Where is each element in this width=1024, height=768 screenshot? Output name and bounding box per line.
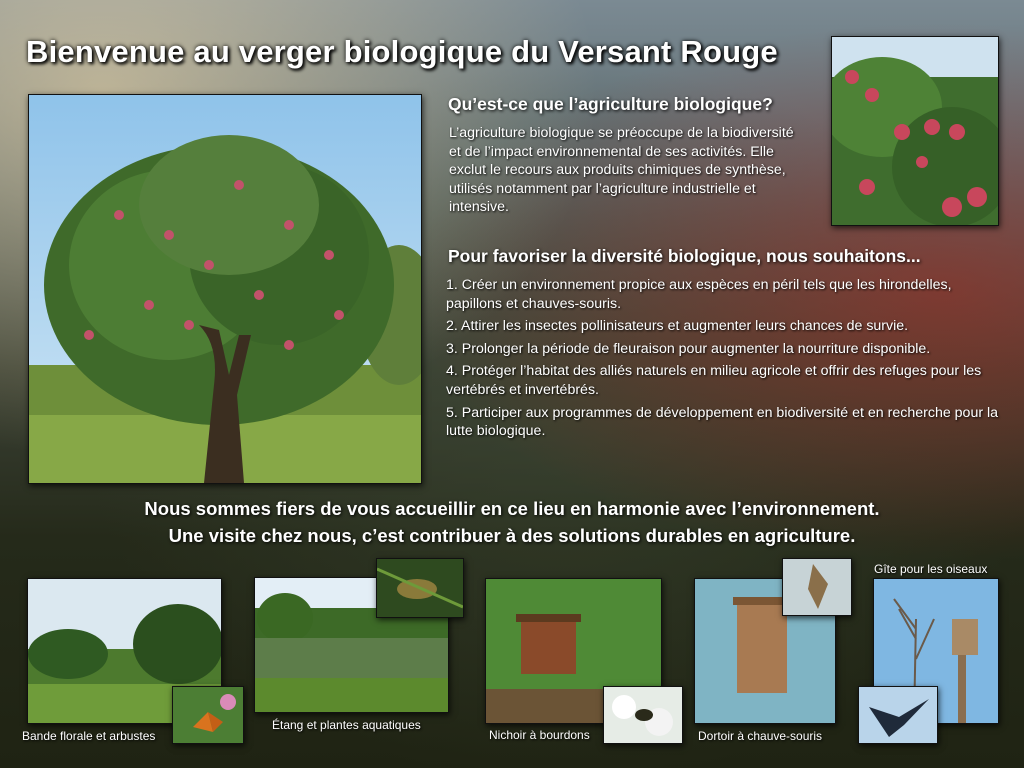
frog-photo — [376, 558, 464, 618]
swallow-photo — [858, 686, 938, 744]
page-title: Bienvenue au verger biologique du Versant Rouge — [26, 34, 778, 69]
goals-list — [446, 276, 1006, 445]
goal-item: 2. Attirer les insectes pollinisateurs et augmenter leurs chances de survie. — [446, 318, 909, 335]
caption-pond: Étang et plantes aquatiques — [272, 718, 421, 732]
goal-item: 4. Protéger l’habitat des alliés naturels en milieu agricole et offrir des refuges pour les vertébrés et invertébrés. — [446, 363, 982, 398]
goal-item: 5. Participer aux programmes de développement en biodiversité et en recherche pour la lutte biologique. — [446, 404, 999, 440]
caption-flower-strip: Bande florale et arbustes — [22, 729, 156, 743]
apple-tree-photo — [28, 94, 422, 484]
butterfly-photo — [172, 686, 244, 744]
closing-line-2: Une visite chez nous, c’est contribuer à des solutions durables en agriculture. — [168, 525, 856, 546]
organic-question-heading: Qu’est-ce que l’agriculture biologique? — [448, 94, 773, 114]
organic-definition-text: L’agriculture biologique se préoccupe de la biodiversité et de l’impact environnemental de ses activités. Elle exclut le recours aux produits chimiques de synthèse, utilisés notamment par l’agriculture industrielle et intensive. — [449, 125, 794, 216]
goal-item: 3. Prolonger la période de fleuraison pour augmenter la nourriture disponible. — [446, 340, 931, 357]
bat-photo — [782, 558, 852, 616]
closing-line-1: Nous sommes fiers de vous accueillir en ce lieu en harmonie avec l’environnement. — [144, 498, 880, 519]
caption-bat-house: Dortoir à chauve-souris — [698, 729, 823, 743]
apples-closeup-photo — [831, 36, 999, 226]
goals-heading: Pour favoriser la diversité biologique, nous souhaitons... — [448, 246, 921, 266]
caption-bird-house: Gîte pour les oiseaux — [874, 562, 988, 576]
goal-item: 1. Créer un environnement propice aux espèces en péril tels que les hirondelles, papillons et chauves-souris. — [446, 277, 952, 312]
bumblebee-photo — [603, 686, 683, 744]
caption-bee-house: Nichoir à bourdons — [489, 728, 590, 742]
